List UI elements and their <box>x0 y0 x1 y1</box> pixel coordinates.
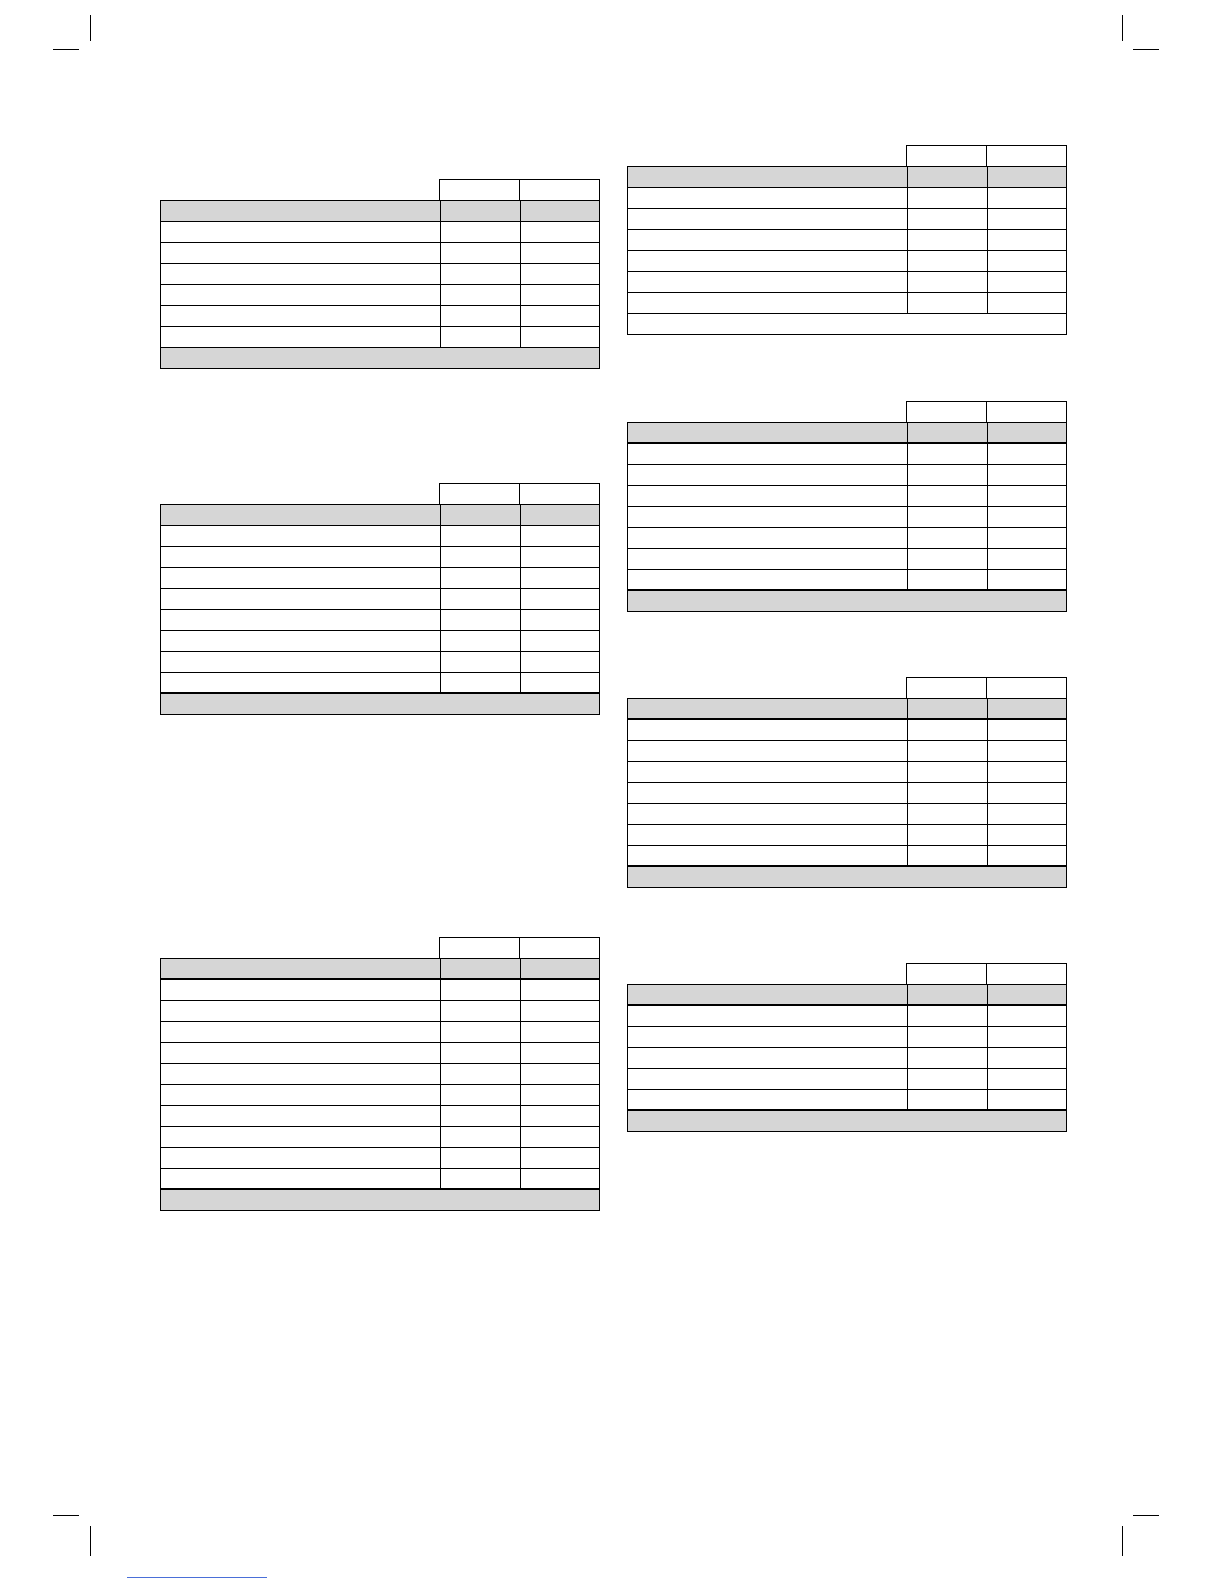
table-row-label-cell <box>627 271 908 293</box>
table-row-value-cell <box>440 305 521 327</box>
table-row-value-cell <box>907 1005 988 1027</box>
table-row-value-cell <box>907 527 988 549</box>
table-row-value-cell <box>440 1063 521 1085</box>
table-footer-row <box>160 347 600 369</box>
table-row-label-cell <box>627 740 908 762</box>
table-row-value-cell <box>987 719 1067 741</box>
table-row-value-cell <box>440 609 521 631</box>
table-row-value-cell <box>987 740 1067 762</box>
section-header-cell <box>987 422 1067 444</box>
table-row-value-cell <box>987 1068 1067 1090</box>
table-left-3 <box>160 937 600 1211</box>
table-row-label-cell <box>627 845 908 867</box>
table-row-value-cell <box>520 1126 600 1148</box>
table-row-label-cell <box>627 443 908 465</box>
table-row-value-cell <box>907 229 988 251</box>
table-footer-row <box>627 590 1067 612</box>
table-row-value-cell <box>907 1026 988 1048</box>
table-row-label-cell <box>160 525 441 547</box>
table-row-value-cell <box>987 506 1067 528</box>
table-row-label-cell <box>627 803 908 825</box>
table-row-label-cell <box>627 1089 908 1111</box>
section-header-cell <box>627 698 908 720</box>
column-header-cell <box>439 937 520 959</box>
section-header-cell <box>160 958 441 980</box>
table-row-value-cell <box>907 443 988 465</box>
table-row-value-cell <box>440 525 521 547</box>
table-row-label-cell <box>627 1047 908 1069</box>
table-row-label-cell <box>627 1026 908 1048</box>
column-header-cell <box>986 145 1067 167</box>
column-header-cell <box>906 677 987 699</box>
table-row-value-cell <box>520 263 600 285</box>
column-header-cell <box>439 483 520 505</box>
table-row-value-cell <box>520 979 600 1001</box>
column-header-cell <box>986 963 1067 985</box>
table-row-value-cell <box>907 250 988 272</box>
section-header-cell <box>907 422 988 444</box>
table-row-value-cell <box>440 1000 521 1022</box>
table-row-value-cell <box>907 271 988 293</box>
table-row-label-cell <box>627 464 908 486</box>
table-row-label-cell <box>160 221 441 243</box>
table-row-value-cell <box>520 1168 600 1190</box>
table-row-value-cell <box>907 1047 988 1069</box>
table-row-label-cell <box>160 263 441 285</box>
table-row-value-cell <box>440 1021 521 1043</box>
table-right-2 <box>627 401 1067 612</box>
table-row-label-cell <box>160 1147 441 1169</box>
table-row-value-cell <box>520 1147 600 1169</box>
table-row-label-cell <box>160 979 441 1001</box>
section-header-cell <box>907 984 988 1006</box>
table-row-value-cell <box>440 326 521 348</box>
table-row-value-cell <box>520 630 600 652</box>
table-row-value-cell <box>907 485 988 507</box>
table-row-value-cell <box>440 263 521 285</box>
table-row-value-cell <box>907 782 988 804</box>
table-row-value-cell <box>987 443 1067 465</box>
table-row-label-cell <box>160 630 441 652</box>
table-row-value-cell <box>907 187 988 209</box>
table-row-value-cell <box>440 588 521 610</box>
table-row-value-cell <box>907 464 988 486</box>
table-row-value-cell <box>987 1089 1067 1111</box>
table-row-label-cell <box>627 1068 908 1090</box>
section-header-cell <box>627 422 908 444</box>
table-row-label-cell <box>627 292 908 314</box>
crop-mark-top-right-horizontal <box>1133 49 1159 50</box>
table-row-value-cell <box>440 1084 521 1106</box>
table-row-value-cell <box>987 229 1067 251</box>
crop-mark-bottom-right-horizontal <box>1133 1515 1159 1516</box>
table-row-value-cell <box>987 292 1067 314</box>
table-row-value-cell <box>987 250 1067 272</box>
table-row-value-cell <box>520 672 600 694</box>
table-row-label-cell <box>160 1000 441 1022</box>
table-row-label-cell <box>160 672 441 694</box>
table-row-label-cell <box>160 284 441 306</box>
table-row-label-cell <box>160 1105 441 1127</box>
section-header-cell <box>520 200 600 222</box>
section-header-cell <box>440 958 521 980</box>
table-row-value-cell <box>440 1042 521 1064</box>
column-header-cell <box>906 145 987 167</box>
table-row-label-cell <box>160 1168 441 1190</box>
table-row-label-cell <box>627 569 908 591</box>
table-row-value-cell <box>440 284 521 306</box>
table-row-label-cell <box>627 187 908 209</box>
table-row-value-cell <box>987 548 1067 570</box>
table-row-label-cell <box>627 527 908 549</box>
section-header-cell <box>440 200 521 222</box>
table-row-value-cell <box>520 546 600 568</box>
table-row-value-cell <box>987 485 1067 507</box>
table-footer-row <box>160 693 600 715</box>
table-row-value-cell <box>987 845 1067 867</box>
section-header-cell <box>627 984 908 1006</box>
crop-mark-top-left-vertical <box>90 15 91 41</box>
footer-link-underline[interactable] <box>127 1577 267 1578</box>
table-row-value-cell <box>987 782 1067 804</box>
column-header-cell <box>439 179 520 201</box>
section-header-cell <box>520 958 600 980</box>
table-row-label-cell <box>160 588 441 610</box>
table-right-1 <box>627 145 1067 335</box>
table-row-value-cell <box>440 651 521 673</box>
table-row-label-cell <box>627 485 908 507</box>
table-row-label-cell <box>627 229 908 251</box>
table-row-value-cell <box>987 569 1067 591</box>
table-row-label-cell <box>160 242 441 264</box>
table-row-value-cell <box>440 1105 521 1127</box>
table-row-value-cell <box>520 609 600 631</box>
table-row-label-cell <box>160 1084 441 1106</box>
table-left-2 <box>160 483 600 715</box>
table-row-label-cell <box>160 546 441 568</box>
section-header-cell <box>987 698 1067 720</box>
table-row-value-cell <box>440 221 521 243</box>
column-header-cell <box>519 483 600 505</box>
table-row-label-cell <box>160 1126 441 1148</box>
table-footer-row <box>627 866 1067 888</box>
table-row-label-cell <box>627 761 908 783</box>
table-row-value-cell <box>520 1000 600 1022</box>
table-row-value-cell <box>907 845 988 867</box>
table-row-value-cell <box>987 464 1067 486</box>
table-row-value-cell <box>520 221 600 243</box>
section-header-cell <box>160 504 441 526</box>
section-header-cell <box>987 984 1067 1006</box>
table-row-value-cell <box>440 672 521 694</box>
table-row-label-cell <box>160 1063 441 1085</box>
table-row-label-cell <box>627 824 908 846</box>
table-row-label-cell <box>160 1021 441 1043</box>
table-row-label-cell <box>627 208 908 230</box>
table-row-value-cell <box>907 506 988 528</box>
table-row-value-cell <box>907 292 988 314</box>
section-header-cell <box>440 504 521 526</box>
table-row-value-cell <box>907 1089 988 1111</box>
table-left-1 <box>160 179 600 369</box>
table-row-value-cell <box>907 548 988 570</box>
crop-mark-bottom-left-horizontal <box>53 1515 79 1516</box>
table-row-value-cell <box>520 242 600 264</box>
table-row-value-cell <box>520 1084 600 1106</box>
column-header-cell <box>906 401 987 423</box>
table-row-value-cell <box>520 588 600 610</box>
table-row-value-cell <box>987 803 1067 825</box>
table-row-label-cell <box>160 609 441 631</box>
section-header-cell <box>627 166 908 188</box>
column-header-cell <box>986 401 1067 423</box>
table-row-value-cell <box>907 208 988 230</box>
crop-mark-bottom-right-vertical <box>1122 1526 1123 1556</box>
table-row-value-cell <box>440 979 521 1001</box>
section-header-cell <box>160 200 441 222</box>
table-row-value-cell <box>440 630 521 652</box>
crop-mark-top-left-horizontal <box>53 49 79 50</box>
table-row-value-cell <box>987 761 1067 783</box>
table-row-value-cell <box>987 187 1067 209</box>
table-footer-row <box>627 1110 1067 1132</box>
table-row-label-cell <box>160 651 441 673</box>
column-header-cell <box>986 677 1067 699</box>
table-row-value-cell <box>907 803 988 825</box>
table-row-value-cell <box>907 569 988 591</box>
crop-mark-bottom-left-vertical <box>90 1526 91 1556</box>
table-row-label-cell <box>160 567 441 589</box>
table-row-value-cell <box>440 567 521 589</box>
column-header-cell <box>519 179 600 201</box>
table-row-value-cell <box>520 525 600 547</box>
section-header-cell <box>987 166 1067 188</box>
table-row-value-cell <box>907 761 988 783</box>
table-right-3 <box>627 677 1067 888</box>
table-row-label-cell <box>627 1005 908 1027</box>
table-row-value-cell <box>987 527 1067 549</box>
table-row-value-cell <box>520 326 600 348</box>
table-row-value-cell <box>440 1147 521 1169</box>
table-row-value-cell <box>907 1068 988 1090</box>
table-row-value-cell <box>520 1021 600 1043</box>
table-footer-row <box>160 1189 600 1211</box>
section-header-cell <box>907 166 988 188</box>
column-header-cell <box>519 937 600 959</box>
section-header-cell <box>907 698 988 720</box>
table-row-label-cell <box>160 305 441 327</box>
table-row-value-cell <box>987 208 1067 230</box>
table-row-label-cell <box>160 1042 441 1064</box>
table-row-label-cell <box>627 548 908 570</box>
table-row-value-cell <box>440 546 521 568</box>
table-row-value-cell <box>987 271 1067 293</box>
table-right-4 <box>627 963 1067 1132</box>
table-row-value-cell <box>987 824 1067 846</box>
table-row-value-cell <box>440 1168 521 1190</box>
table-row-value-cell <box>520 651 600 673</box>
table-row-value-cell <box>440 242 521 264</box>
table-row-value-cell <box>520 1105 600 1127</box>
table-row-value-cell <box>907 719 988 741</box>
table-row-value-cell <box>907 824 988 846</box>
table-row-label-cell <box>160 326 441 348</box>
table-row-label-cell <box>627 506 908 528</box>
table-row-label-cell <box>627 250 908 272</box>
section-header-cell <box>520 504 600 526</box>
table-row-value-cell <box>907 740 988 762</box>
table-row-value-cell <box>520 1042 600 1064</box>
table-row-value-cell <box>520 284 600 306</box>
table-row-value-cell <box>520 305 600 327</box>
table-row-value-cell <box>440 1126 521 1148</box>
table-row-label-cell <box>627 782 908 804</box>
table-row-value-cell <box>987 1026 1067 1048</box>
column-header-cell <box>906 963 987 985</box>
table-row-label-cell <box>627 719 908 741</box>
table-footer-row <box>627 313 1067 335</box>
crop-mark-top-right-vertical <box>1122 15 1123 41</box>
table-row-value-cell <box>987 1047 1067 1069</box>
table-row-value-cell <box>520 567 600 589</box>
table-row-value-cell <box>987 1005 1067 1027</box>
table-row-value-cell <box>520 1063 600 1085</box>
